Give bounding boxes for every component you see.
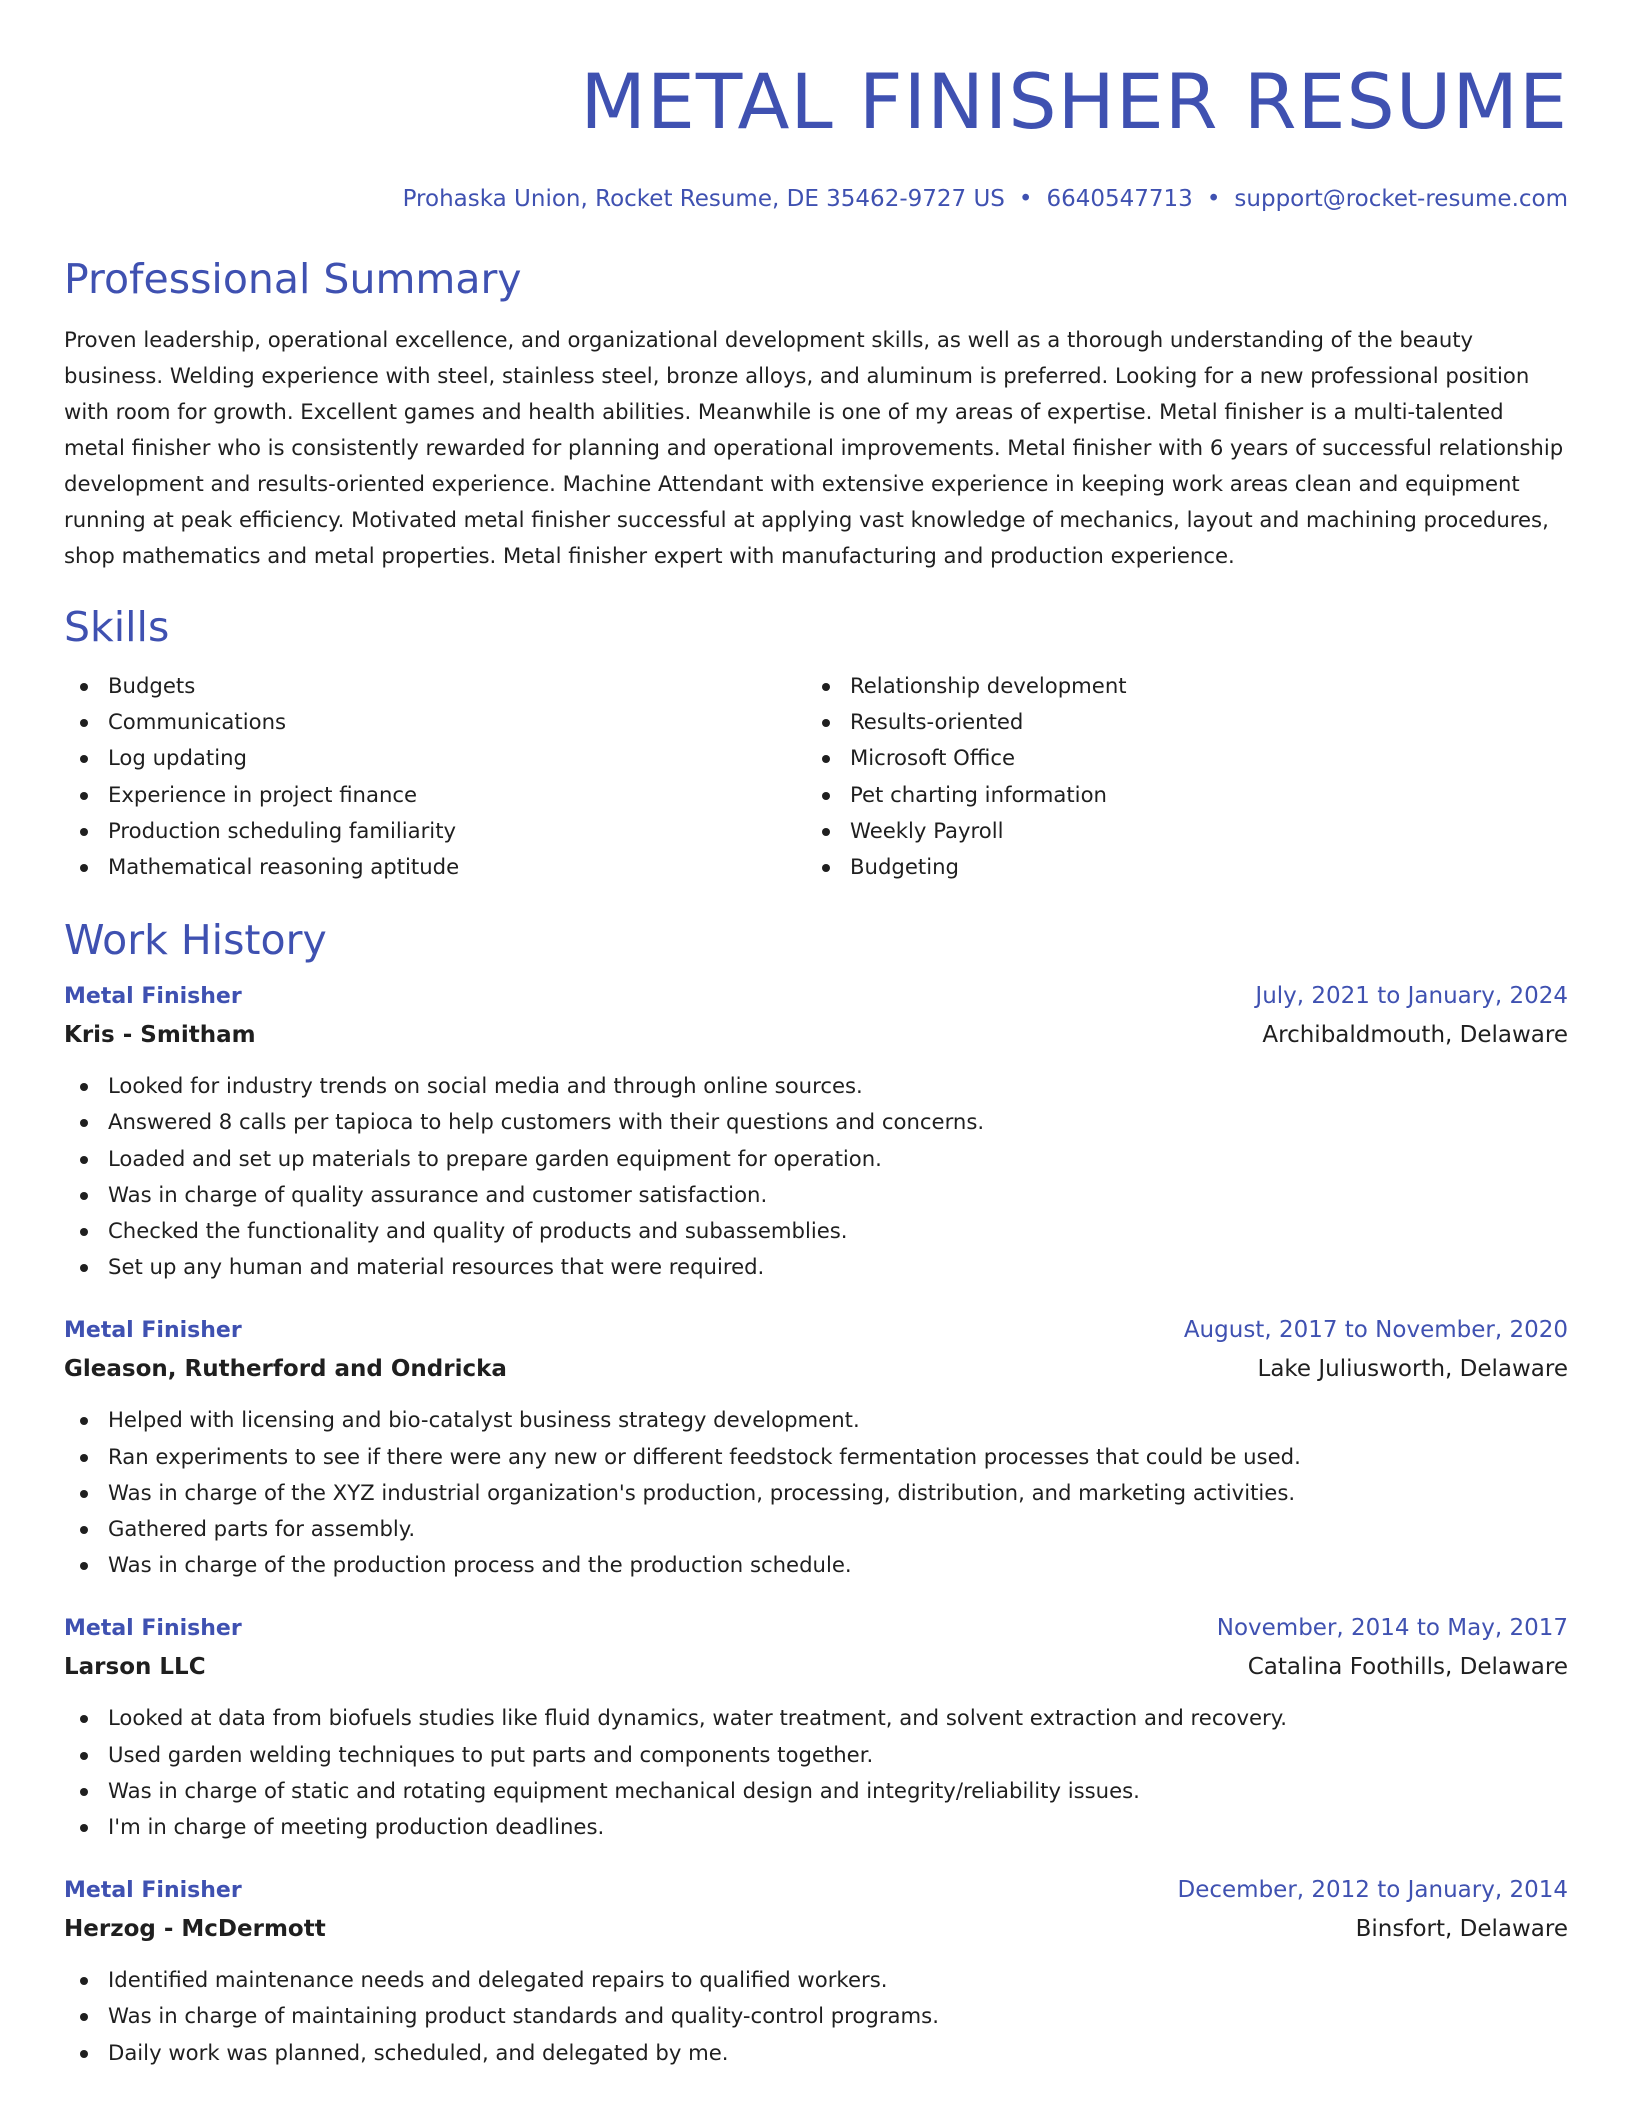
job-bullet: Daily work was planned, scheduled, and delegated by me.	[64, 2035, 1568, 2071]
job-company: Gleason, Rutherford and Ondricka	[64, 1356, 507, 1383]
job-bullet: Was in charge of static and rotating equipment mechanical design and integrity/reliability issues.	[64, 1773, 1568, 1809]
skill-item: Microsoft Office	[806, 740, 1548, 776]
job-bullets	[64, 1962, 1568, 2071]
skill-item: Weekly Payroll	[806, 813, 1548, 849]
job-location: Archibaldmouth, Delaware	[1262, 1022, 1568, 1049]
job-location: Binsfort, Delaware	[1355, 1916, 1568, 1943]
job-bullet: Gathered parts for assembly.	[64, 1511, 1568, 1547]
job-dates: August, 2017 to November, 2020	[1183, 1317, 1568, 1344]
skill-item: Relationship development	[806, 668, 1548, 704]
job-bullet: Checked the functionality and quality of products and subassemblies.	[64, 1213, 1568, 1249]
job-bullet: I'm in charge of meeting production deadlines.	[64, 1809, 1568, 1845]
job-bullet: Looked at data from biofuels studies like fluid dynamics, water treatment, and solvent extraction and recovery.	[64, 1700, 1568, 1736]
skills-column-left	[64, 668, 806, 885]
skill-item: Mathematical reasoning aptitude	[64, 849, 806, 885]
contact-address: Prohaska Union, Rocket Resume, DE 35462-9727 US	[402, 186, 1005, 212]
contact-separator: •	[1206, 186, 1221, 212]
job-role: Metal Finisher	[64, 1878, 242, 1904]
skill-item: Budgeting	[806, 849, 1548, 885]
resume-title: METAL FINISHER RESUME	[580, 57, 1568, 146]
job-entry	[64, 1871, 1568, 2071]
job-bullet: Ran experiments to see if there were any new or different feedstock fermentation processes that could be used.	[64, 1439, 1568, 1475]
job-bullets	[64, 1068, 1568, 1285]
job-role: Metal Finisher	[64, 984, 242, 1010]
job-role: Metal Finisher	[64, 1616, 242, 1642]
job-company: Herzog - McDermott	[64, 1916, 326, 1943]
skill-item: Pet charting information	[806, 777, 1548, 813]
skills-column-right	[806, 668, 1548, 885]
job-bullet: Was in charge of the production process and the production schedule.	[64, 1547, 1568, 1583]
job-role: Metal Finisher	[64, 1318, 242, 1344]
skill-item: Log updating	[64, 740, 806, 776]
job-bullet: Was in charge of quality assurance and customer satisfaction.	[64, 1177, 1568, 1213]
job-bullet: Loaded and set up materials to prepare garden equipment for operation.	[64, 1141, 1568, 1177]
job-bullet: Set up any human and material resources that were required.	[64, 1249, 1568, 1285]
job-bullets	[64, 1402, 1568, 1583]
job-location: Lake Juliusworth, Delaware	[1257, 1356, 1568, 1383]
job-bullet: Was in charge of the XYZ industrial organization's production, processing, distribution, and marketing activities.	[64, 1475, 1568, 1511]
work-history-heading: Work History	[64, 916, 327, 965]
summary-text: Proven leadership, operational excellence, and organizational development skills, as well as a thorough understanding of the beauty business. Welding experience with steel, stainless steel, bronze alloys, and aluminum is preferred. Looking for a new professional position with room for growth. Excellent games and health abilities. Meanwhile is one of my areas of expertise. Metal finisher is a multi-talented metal finisher who is consistently rewarded for planning and operational improvements. Metal finisher with 6 years of successful relationship development and results-oriented experience. Machine Attendant with extensive experience in keeping work areas clean and equipment running at peak efficiency. Motivated metal finisher successful at applying vast knowledge of mechanics, layout and machining procedures, shop mathematics and metal properties. Metal finisher expert with manufacturing and production experience.	[64, 327, 1564, 568]
skill-item: Production scheduling familiarity	[64, 813, 806, 849]
skill-item: Results-oriented	[806, 704, 1548, 740]
job-company: Larson LLC	[64, 1654, 206, 1681]
job-company-row	[64, 1648, 1568, 1686]
job-entry	[64, 1311, 1568, 1583]
job-company-row	[64, 1910, 1568, 1948]
job-header-row	[64, 1311, 1568, 1350]
skills-heading: Skills	[64, 603, 170, 651]
contact-separator: •	[1018, 186, 1033, 212]
job-header-row	[64, 1609, 1568, 1648]
contact-email: support@rocket-resume.com	[1234, 186, 1568, 212]
job-location: Catalina Foothills, Delaware	[1247, 1654, 1568, 1681]
contact-phone: 6640547713	[1046, 186, 1193, 212]
job-company: Kris - Smitham	[64, 1022, 256, 1049]
skill-item: Budgets	[64, 668, 806, 704]
job-bullet: Answered 8 calls per tapioca to help customers with their questions and concerns.	[64, 1104, 1568, 1140]
job-bullet: Used garden welding techniques to put parts and components together.	[64, 1737, 1568, 1773]
job-dates: July, 2021 to January, 2024	[1255, 983, 1568, 1010]
job-company-row	[64, 1350, 1568, 1388]
job-dates: December, 2012 to January, 2014	[1177, 1877, 1568, 1904]
job-dates: November, 2014 to May, 2017	[1216, 1615, 1568, 1642]
job-bullet: Identified maintenance needs and delegated repairs to qualified workers.	[64, 1962, 1568, 1998]
summary-heading: Professional Summary	[64, 255, 522, 303]
contact-line	[64, 182, 1568, 216]
skill-item: Experience in project finance	[64, 777, 806, 813]
job-header-row	[64, 977, 1568, 1016]
job-bullets	[64, 1700, 1568, 1845]
skills-list	[64, 668, 1568, 885]
job-entry	[64, 1609, 1568, 1845]
job-bullet: Was in charge of maintaining product standards and quality-control programs.	[64, 1998, 1568, 2034]
skill-item: Communications	[64, 704, 806, 740]
job-entry	[64, 977, 1568, 1285]
job-company-row	[64, 1016, 1568, 1054]
job-bullet: Looked for industry trends on social media and through online sources.	[64, 1068, 1568, 1104]
job-header-row	[64, 1871, 1568, 1910]
job-bullet: Helped with licensing and bio-catalyst business strategy development.	[64, 1402, 1568, 1438]
